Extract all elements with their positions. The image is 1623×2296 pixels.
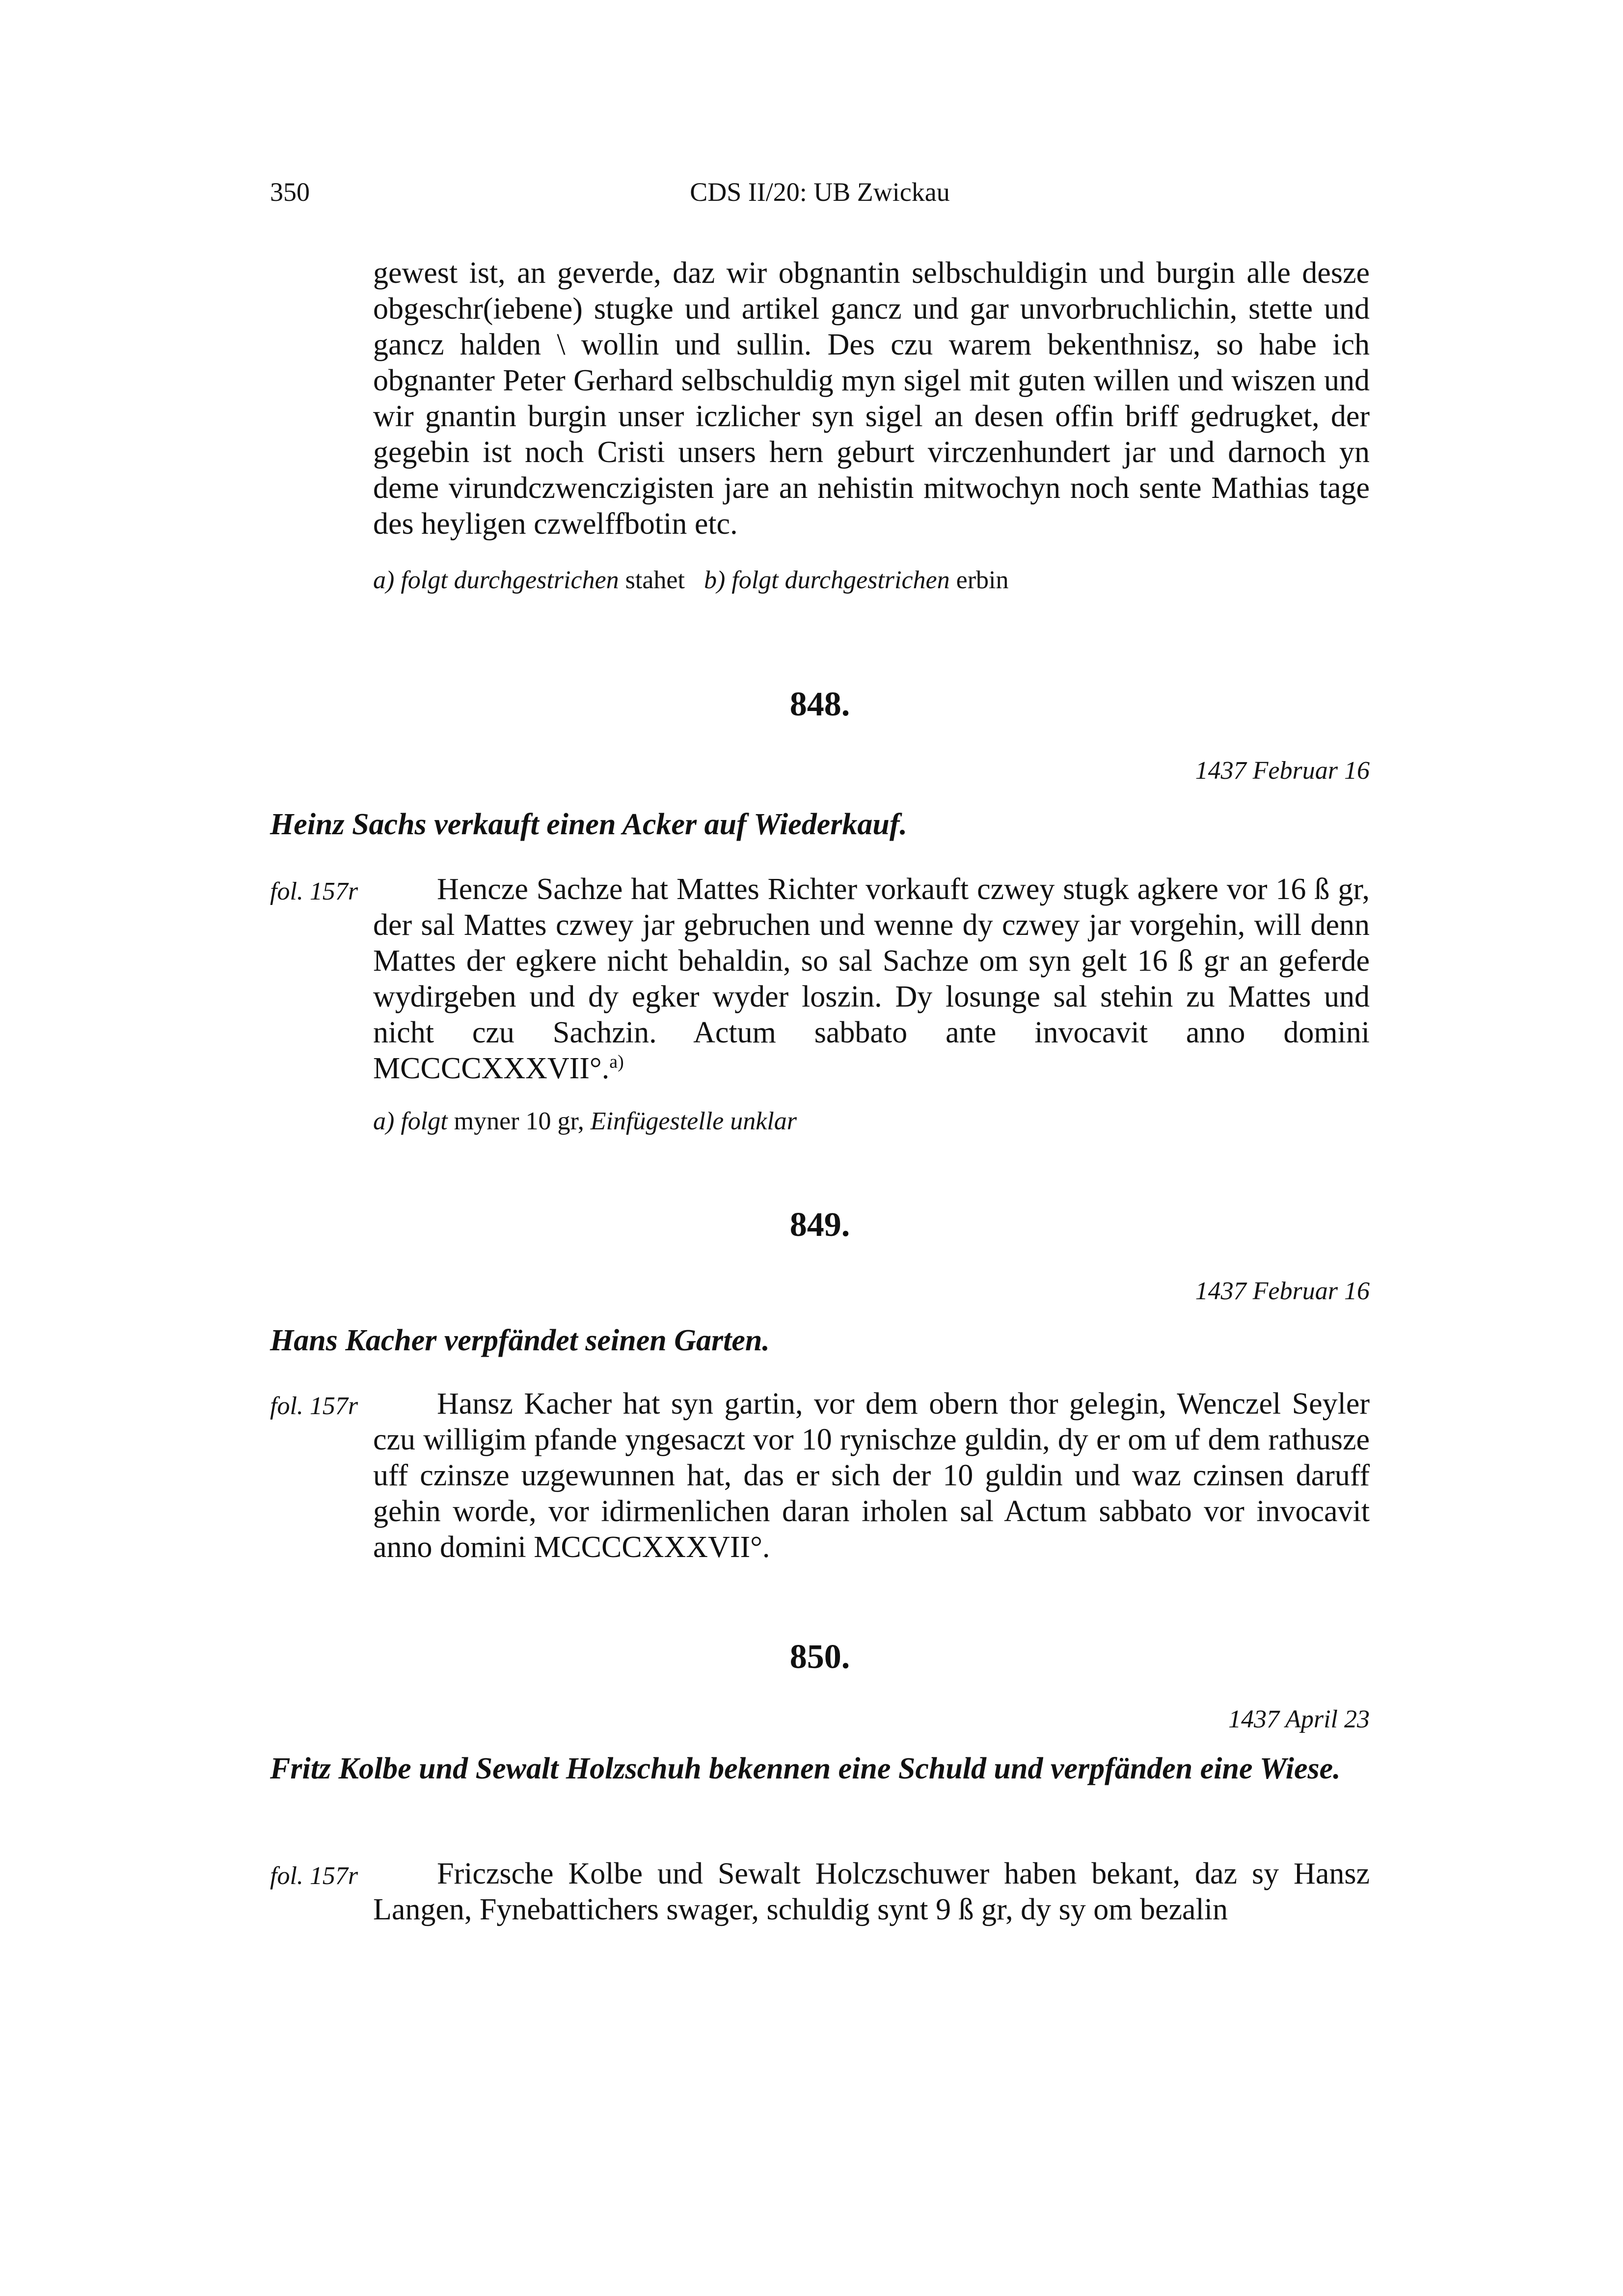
entry-body (270, 1856, 1370, 1928)
page-number: 350 (270, 177, 310, 207)
entry-title: Hans Kacher verpfändet seinen Garten. (270, 1324, 770, 1357)
footnote-a-word: myner 10 gr, (454, 1107, 584, 1135)
folio-label: fol. 157r (270, 877, 358, 905)
page-header (270, 177, 1370, 216)
entry-text-wrap (373, 1386, 1370, 1565)
entry-text: Hansz Kacher hat syn gartin, vor dem obern thor gelegin, Wenczel Seyler czu willigim pfande yngesaczt vor 10 rynischze guldin, dy er om uf dem rathusze uff czinsze uzgewunnen hat, das er sich der 10 guldin und waz czinsen daruff gehin worde, vor idirmenlichen daran irholen sal Actum sabbato vor invocavit anno domini MCCCCXXXVII°. (373, 1387, 1370, 1564)
entry-title: Heinz Sachs verkauft einen Acker auf Wiederkauf. (270, 808, 908, 841)
footnote-a-rest: Einfügestelle unklar (590, 1107, 797, 1135)
note-mark: a) (609, 1051, 624, 1072)
entry-date: 1437 Februar 16 (1195, 1277, 1370, 1305)
footnote-a-label: a) folgt durchgestrichen (373, 566, 619, 594)
running-title: CDS II/20: UB Zwickau (690, 177, 950, 207)
footnote-b-word: erbin (956, 566, 1009, 594)
entry-text: Friczsche Kolbe und Sewalt Holczschuwer haben bekant, daz sy Hansz Langen, Fynebattichers swager, schuldig synt 9 ß gr, dy sy om bezalin (373, 1857, 1370, 1926)
footnote-a-word: stahet (625, 566, 685, 594)
entry-date: 1437 April 23 (1228, 1705, 1370, 1733)
continuation-text: gewest ist, an geverde, daz wir obgnantin selbschuldigin und burgin alle desze obgeschr(iebene) stugke und artikel gancz und gar unvorbruchlichin, stette und gancz halden \ wollin und sullin. Des czu warem bekenthnisz, so habe ich obgnanter Peter Gerhard selbschuldig myn sigel mit guten willen und wiszen und wir gnantin burgin unser iczlicher syn sigel an desen offin briff gedrugket, der gegebin ist noch Cristi unsers hern geburt virczenhundert jar und darnoch yn deme virundczwenczigisten jare an nehistin mitwochyn noch sente Mathias tage des heyligen czwelffbotin etc. (373, 256, 1370, 541)
entry-title: Fritz Kolbe und Sewalt Holzschuh bekennen eine Schuld und verpfänden eine Wiese. (270, 1752, 1341, 1785)
entry-number: 849. (789, 1206, 850, 1244)
entry-text-wrap (373, 872, 1370, 1087)
entry-text-wrap (373, 1856, 1370, 1928)
entry-body (270, 1386, 1370, 1565)
folio-label: fol. 157r (270, 1862, 358, 1890)
entry-number: 850. (789, 1638, 850, 1676)
entry-date: 1437 Februar 16 (1195, 757, 1370, 785)
entry-number: 848. (789, 685, 850, 723)
entry-body (270, 872, 1370, 1087)
continuation-footnote (373, 565, 1370, 596)
entry-footnote (373, 1106, 1370, 1137)
footnote-a-label: a) folgt (373, 1107, 448, 1135)
entry-text: Hencze Sachze hat Mattes Richter vorkauft czwey stugk agkere vor 16 ß gr, der sal Mattes czwey jar gebruchen und wenne dy czwey jar vorgehin, will denn Mattes der egkere nicht behaldin, so sal Sachze om syn gelt 16 ß gr an geferde wydirgeben und dy egker wyder loszin. Dy losunge sal stehin zu Mattes und nicht czu Sachzin. Actum sabbato ante invocavit anno domini MCCCCXXXVII°. (373, 873, 1370, 1085)
folio-label: fol. 157r (270, 1392, 358, 1420)
footnote-b-label: b) folgt durchgestrichen (703, 566, 950, 594)
